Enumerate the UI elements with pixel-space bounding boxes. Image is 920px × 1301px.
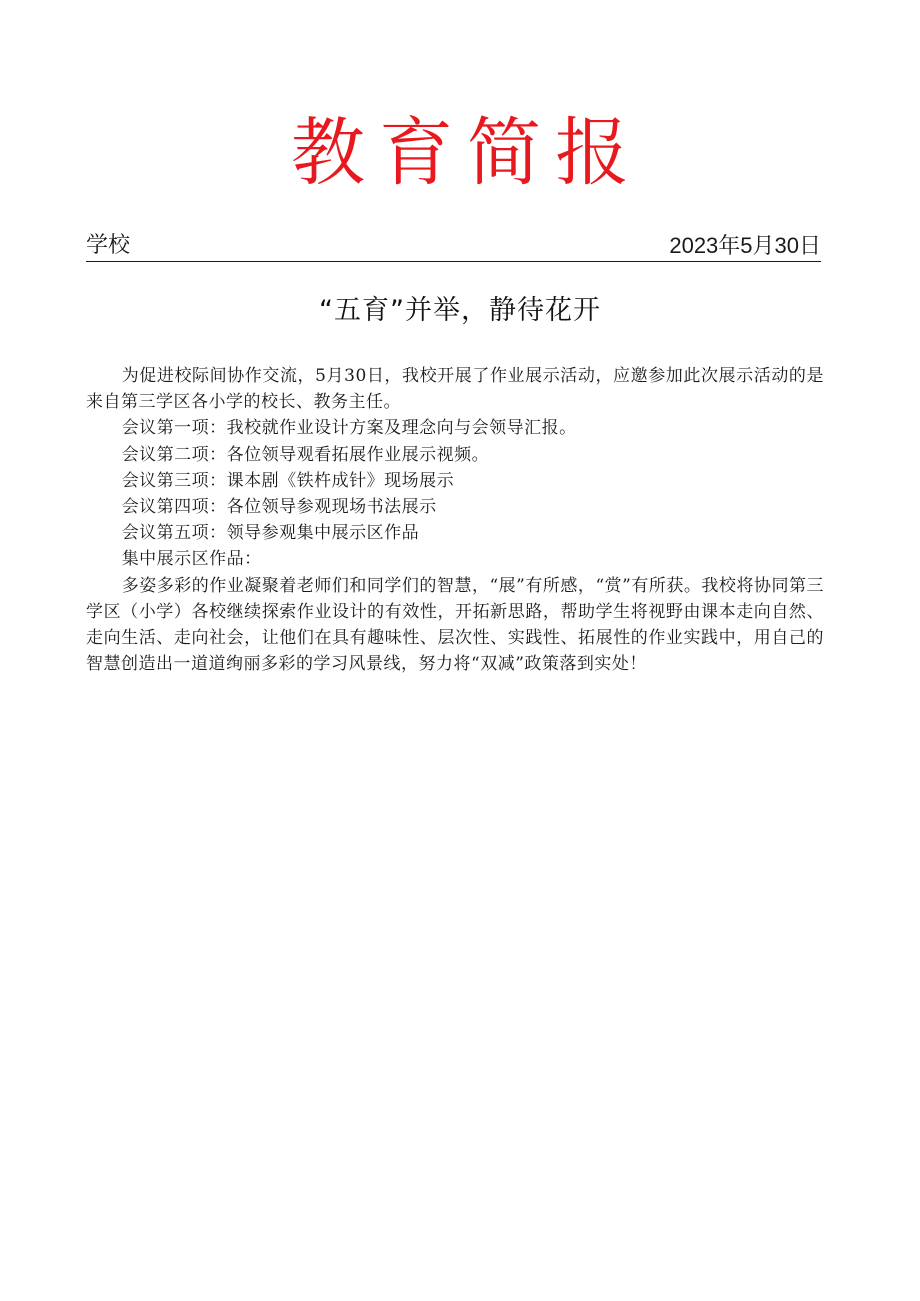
paragraph-exhibit-heading: 集中展示区作品： [121, 549, 262, 570]
article-headline: “五育”并举，静待花开 [319, 295, 601, 326]
school-label: 学校 [86, 233, 131, 258]
paragraph-agenda-item-1: 会议第一项：我校就作业设计方案及理念向与会领导汇报。 [121, 418, 577, 439]
paragraph-agenda-item-2: 会议第二项：各位领导观看拓展作业展示视频。 [121, 444, 490, 465]
newsletter-masthead-title: 教育简报 [291, 110, 643, 196]
paragraph-conclusion: 多姿多彩的作业凝聚着老师们和同学们的智慧，“展”有所感，“赏”有所获。我校将协同第三学区（小学）各校继续探索作业设计的有效性，开拓新思路，帮助学生将视野由课本走向自然、走向生活、走向社会，让他们在具有趣味性、层次性、实践性、拓展性的作业实践中，用自己的智慧创造出一道道绚丽多彩的学习风景线，努力将“双减”政策落到实处！ [86, 575, 824, 675]
paragraph-agenda-item-5: 会议第五项：领导参观集中展示区作品 [121, 523, 420, 544]
paragraph-intro: 为促进校际间协作交流，5月30日，我校开展了作业展示活动，应邀参加此次展示活动的是来自第三学区各小学的校长、教务主任。 [86, 366, 824, 413]
info-line [86, 230, 821, 262]
paragraph-agenda-item-3: 会议第三项：课本剧《铁杵成针》现场展示 [121, 470, 455, 491]
article-body [86, 363, 824, 677]
paragraph-agenda-item-4: 会议第四项：各位领导参观现场书法展示 [121, 497, 437, 518]
issue-date: 2023年5月30日 [669, 233, 821, 258]
